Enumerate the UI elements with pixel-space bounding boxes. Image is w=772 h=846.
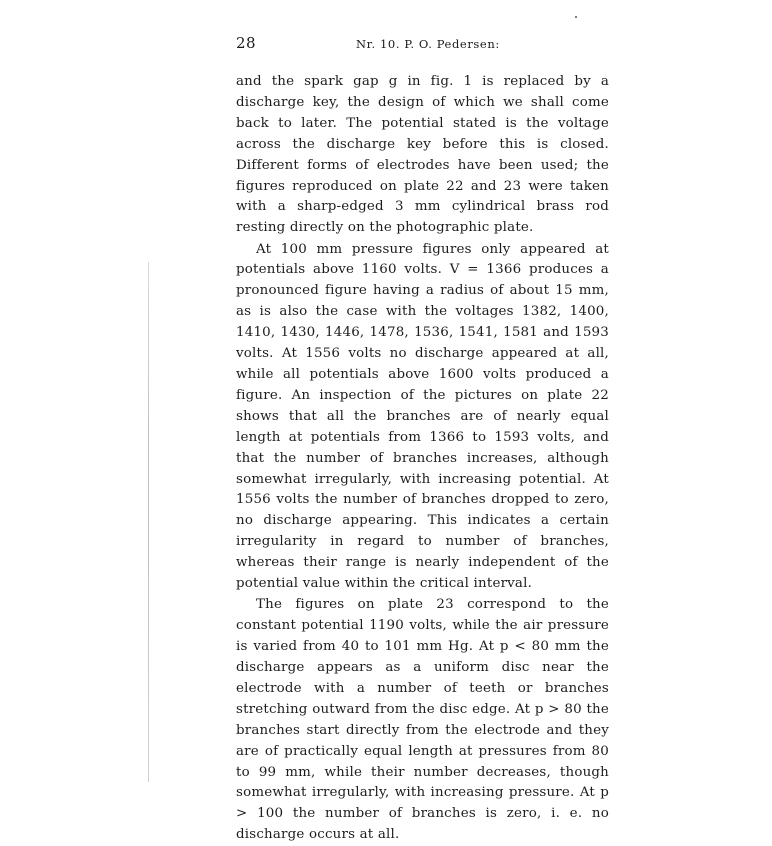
running-head: Nr. 10. P. O. Pedersen: bbox=[356, 37, 500, 51]
paragraph-1: and the spark gap g in fig. 1 is replaced by a discharge key, the design of which we shall come back to later. The potential stated is the voltage across the discharge key before this is closed. Different forms of electrodes have been used; the figures reproduced on plate 22 and 23 were taken with a sharp-edged 3 mm cylindrical brass rod resting directly on the photographic plate. bbox=[236, 74, 609, 236]
scan-speck bbox=[575, 16, 577, 18]
scan-gutter-line bbox=[148, 262, 149, 782]
paragraph-2: At 100 mm pressure figures only appeared at potentials above 1160 volts. V = 1366 produces a pronounced figure having a radius of about 15 mm, as is also the case with the voltages 1382, 1400, 1410, 1430, 1446, 1478, 1536, 1541, 1581 and 1593 volts. At 1556 volts no discharge appeared at all, while all potentials above 1600 volts produced a figure. An inspection of the pictures on plate 22 shows that all the branches are of nearly equal length at potentials from 1366 to 1593 volts, and that the number of branches increases, although somewhat irregularly, with increasing potential. At 1556 volts the number of branches dropped to zero, no discharge appearing. This indicates a certain irregularity in regard to number of branches, whereas their range is nearly independent of the potential value within the critical interval. bbox=[236, 241, 609, 592]
paragraph-3: The figures on plate 23 correspond to the constant potential 1190 volts, while the air pressure is varied from 40 to 101 mm Hg. At p < 80 mm the discharge appears as a uniform disc near the electrode with a number of teeth or branches stretching outward from the disc edge. At p > 80 the branches start directly from the electrode and they are of practically equal length at pressures from 80 to 99 mm, while their number decreases, though somewhat irregularly, with increasing pressure. At p > 100 the number of branches is zero, i. e. no discharge occurs at all. bbox=[236, 597, 609, 843]
page-header bbox=[236, 34, 610, 54]
page-number: 28 bbox=[236, 34, 257, 52]
body-text bbox=[236, 72, 609, 846]
